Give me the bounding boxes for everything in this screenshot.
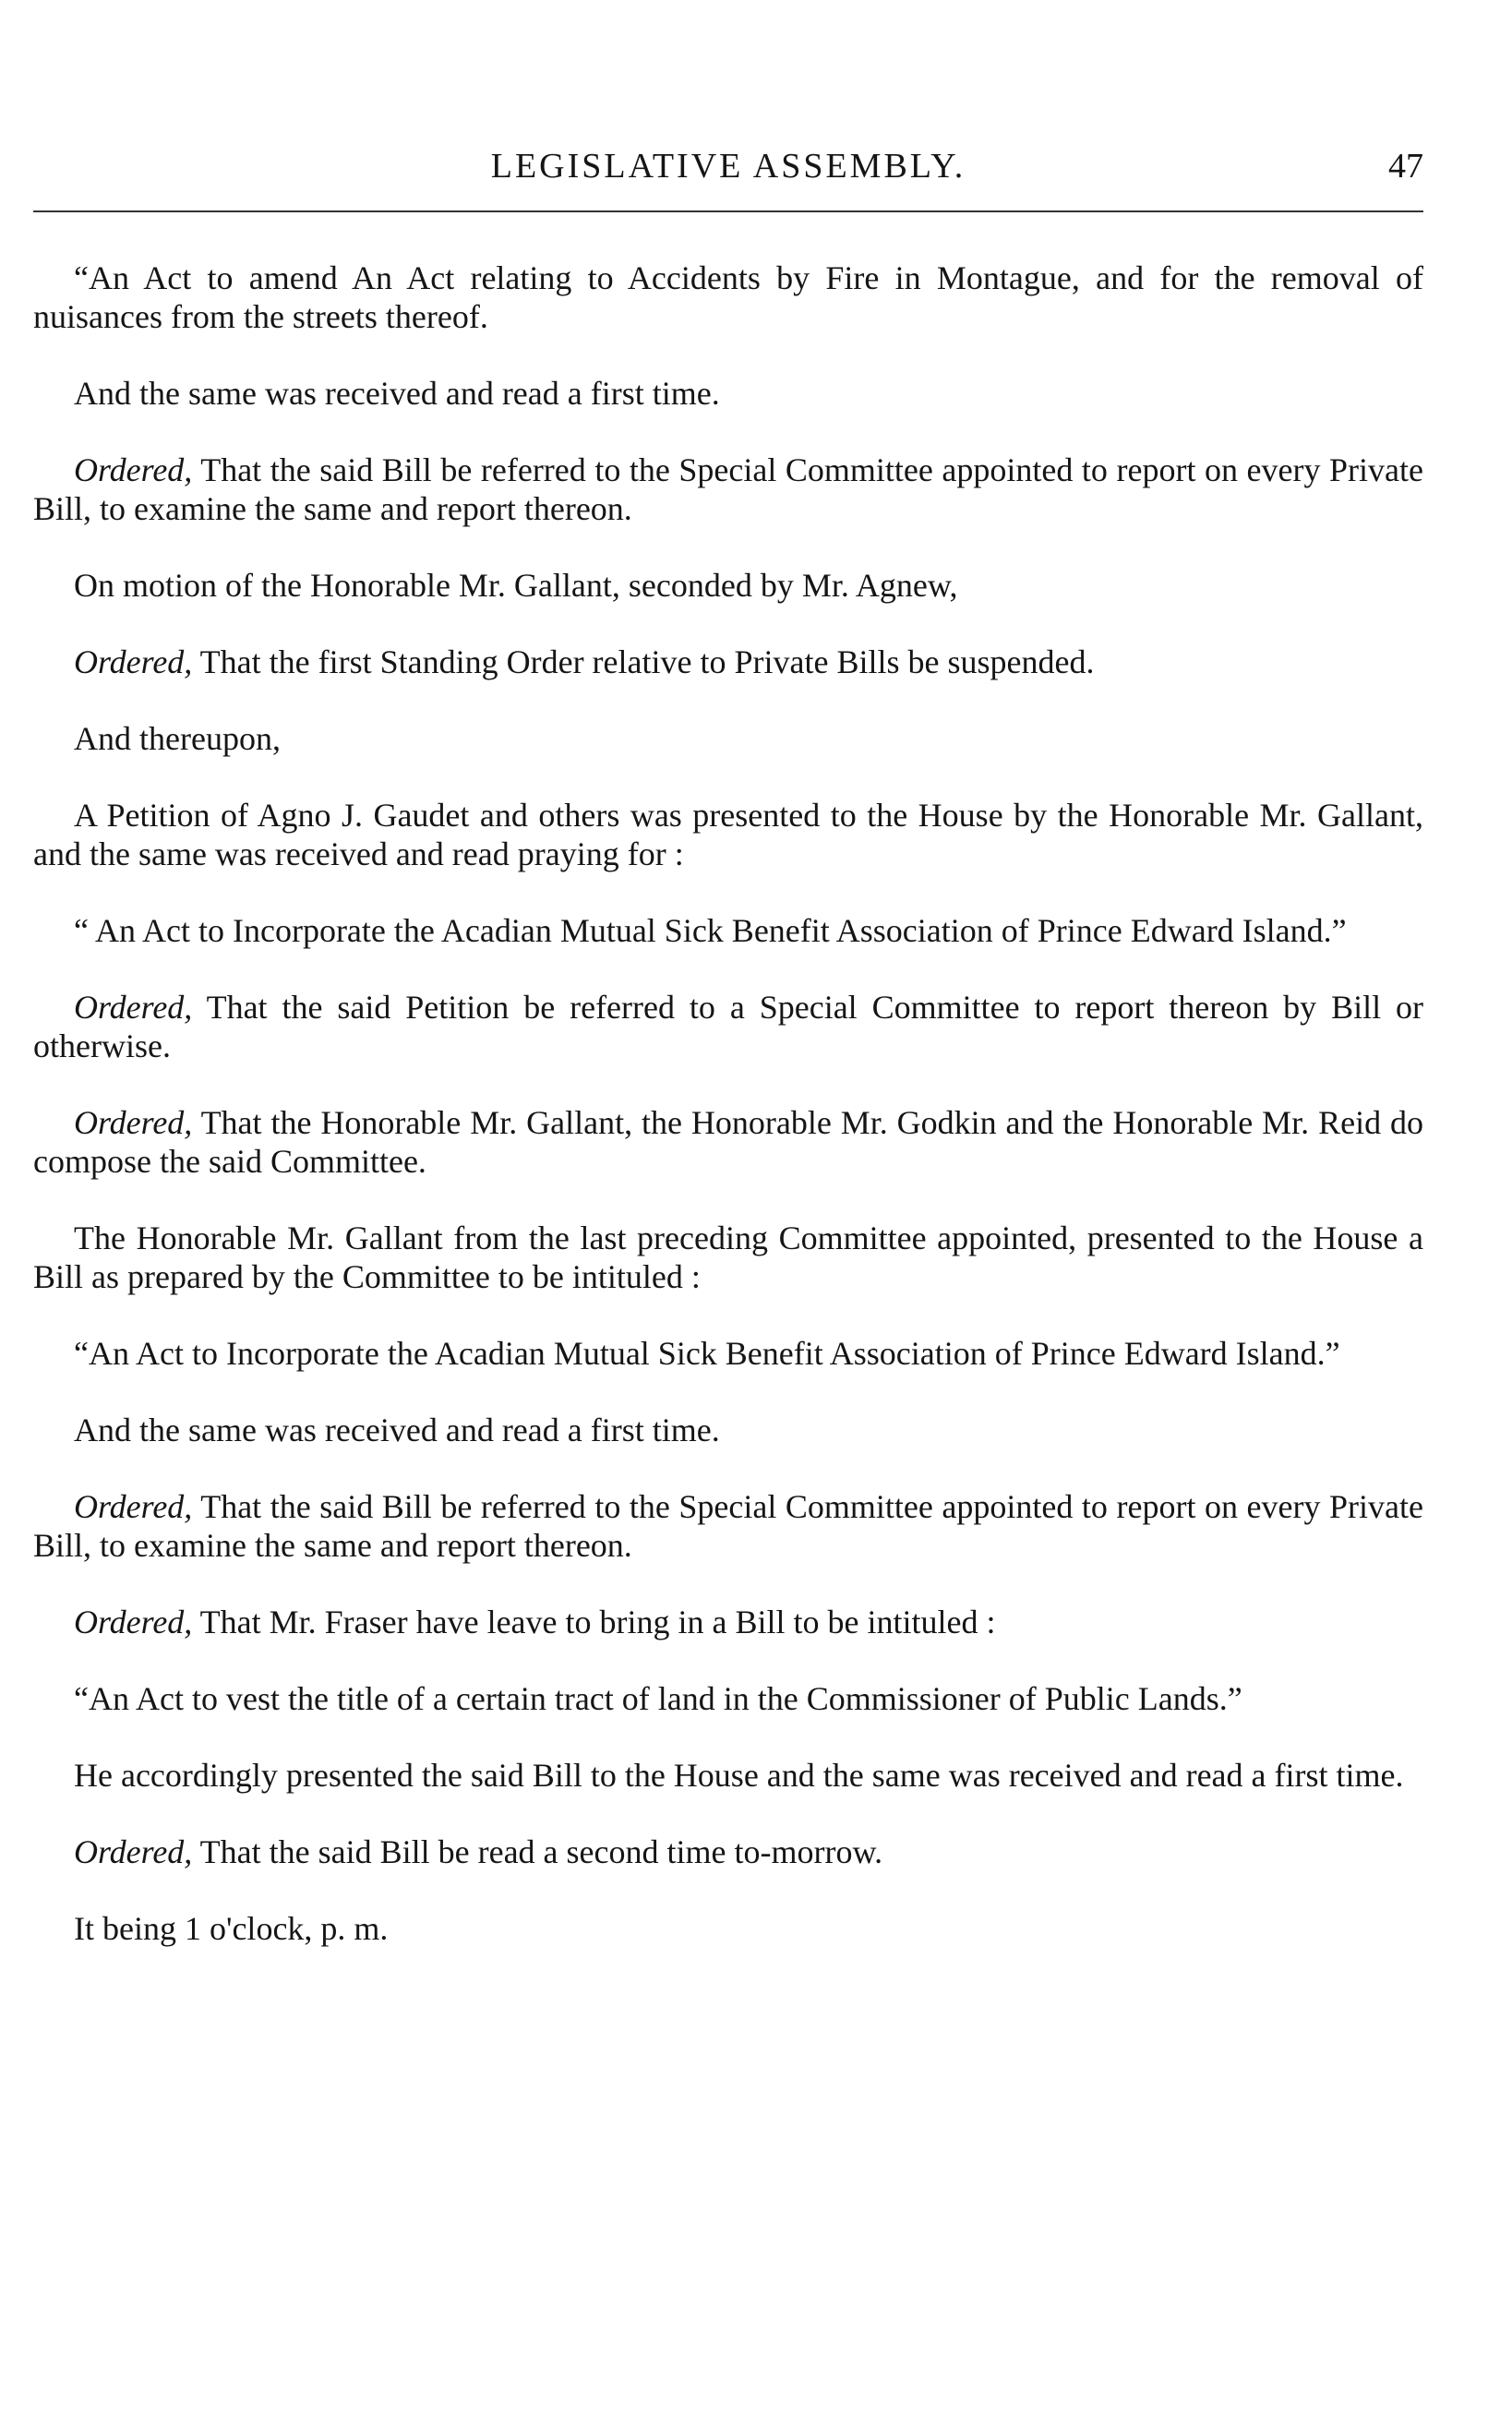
paragraph [33, 796, 1423, 873]
paragraph [33, 1487, 1423, 1565]
paragraph-text: “An Act to amend An Act relating to Accidents by Fire in Montague, and for the removal of nuisances from the streets thereof. [33, 259, 1423, 335]
running-title: LEGISLATIVE ASSEMBLY. [490, 147, 966, 186]
paragraph-text: He accordingly presented the said Bill to the House and the same was received and read a first time. [74, 1757, 1404, 1794]
paragraph [33, 1334, 1423, 1373]
paragraph [33, 988, 1423, 1065]
paragraph [33, 1756, 1423, 1795]
paragraph-text: It being 1 o'clock, p. m. [74, 1910, 389, 1947]
paragraph [33, 1411, 1423, 1449]
ordered-lead: Ordered, [74, 989, 193, 1026]
paragraph-text: The Honorable Mr. Gallant from the last preceding Committee appointed, presented to the House a Bill as prepared by the Committee to be intituled : [33, 1220, 1423, 1295]
paragraph [33, 1909, 1423, 1948]
paragraph-text: “An Act to vest the title of a certain tract of land in the Commissioner of Public Lands.” [74, 1680, 1242, 1717]
paragraph [33, 566, 1423, 605]
ordered-lead: Ordered, [74, 1604, 193, 1640]
paragraph-text: That the said Bill be referred to the Special Committee appointed to report on every Private Bill, to examine the same and report thereon. [33, 1488, 1423, 1564]
ordered-lead: Ordered, [74, 451, 193, 488]
paragraph-text: And the same was received and read a first time. [74, 1412, 720, 1448]
paragraph [33, 1832, 1423, 1871]
journal-body [33, 258, 1423, 1986]
paragraph-text: That the said Petition be referred to a Special Committee to report thereon by Bill or otherwise. [33, 989, 1423, 1064]
paragraph [33, 643, 1423, 681]
paragraph [33, 1103, 1423, 1181]
paragraph-text: That the said Bill be read a second time to-morrow. [192, 1833, 883, 1870]
ordered-lead: Ordered, [74, 643, 193, 680]
paragraph [33, 911, 1423, 950]
paragraph [33, 258, 1423, 336]
paragraph-text: On motion of the Honorable Mr. Gallant, seconded by Mr. Agnew, [74, 567, 958, 604]
paragraph-text: And thereupon, [74, 720, 281, 757]
header-rule [33, 210, 1423, 212]
paragraph [33, 451, 1423, 528]
page-number: 47 [1388, 147, 1423, 186]
paragraph-text: “ An Act to Incorporate the Acadian Mutual Sick Benefit Association of Prince Edward Island.” [74, 912, 1347, 949]
paragraph-text: That the first Standing Order relative to Private Bills be suspended. [192, 643, 1095, 680]
paragraph-text: That Mr. Fraser have leave to bring in a Bill to be intituled : [192, 1604, 996, 1640]
paragraph [33, 1679, 1423, 1718]
paragraph-text: That the Honorable Mr. Gallant, the Honorable Mr. Godkin and the Honorable Mr. Reid do compose the said Committee. [33, 1104, 1423, 1180]
paragraph [33, 374, 1423, 413]
paragraph [33, 1603, 1423, 1641]
paragraph-text: And the same was received and read a first time. [74, 375, 720, 412]
ordered-lead: Ordered, [74, 1104, 193, 1141]
paragraph [33, 719, 1423, 758]
paragraph-text: A Petition of Agno J. Gaudet and others was presented to the House by the Honorable Mr. Gallant, and the same was received and read praying for : [33, 797, 1423, 872]
paragraph-text: “An Act to Incorporate the Acadian Mutual Sick Benefit Association of Prince Edward Island.” [74, 1335, 1340, 1372]
paragraph-text: That the said Bill be referred to the Special Committee appointed to report on every Private Bill, to examine the same and report thereon. [33, 451, 1423, 527]
ordered-lead: Ordered, [74, 1488, 193, 1525]
page-header [33, 138, 1423, 194]
paragraph [33, 1219, 1423, 1296]
ordered-lead: Ordered, [74, 1833, 193, 1870]
